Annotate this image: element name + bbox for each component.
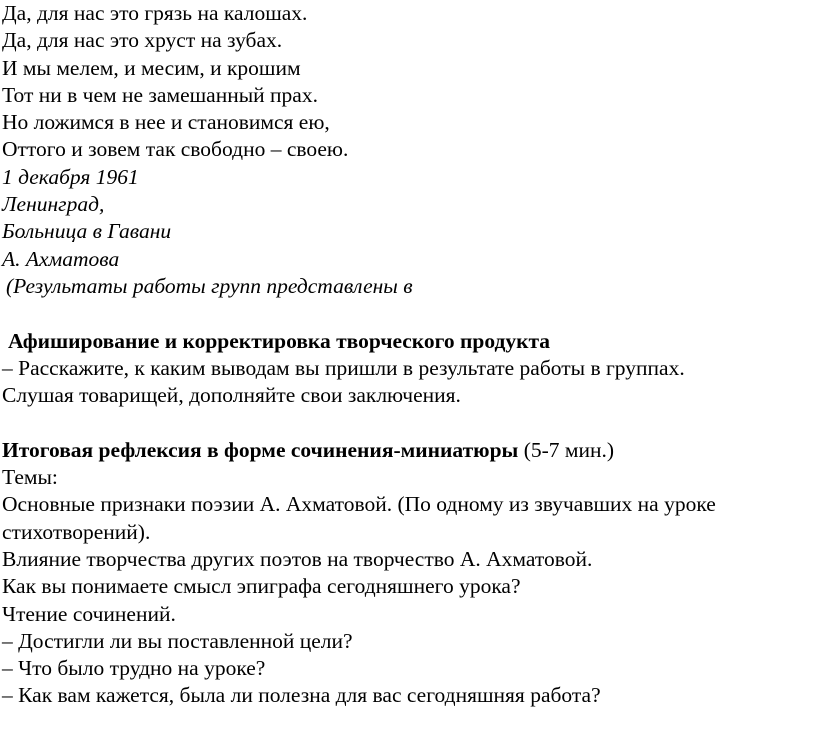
poem-city: Ленинград, xyxy=(2,192,105,217)
topic-item-continued: стихотворений). xyxy=(2,519,151,544)
reflection-duration: (5-7 мин.) xyxy=(518,437,615,462)
results-note: (Результаты работы групп представлены в xyxy=(6,273,413,298)
topic-item: Как вы понимаете смысл эпиграфа сегодняшнего урока? xyxy=(2,574,521,599)
question-line: – Достигли ли вы поставленной цели? xyxy=(2,628,353,653)
topics-label: Темы: xyxy=(2,465,58,490)
poem-line: Да, для нас это хруст на зубах. xyxy=(2,28,283,53)
spacer xyxy=(2,409,816,436)
reading-line: Чтение сочинений. xyxy=(2,601,176,626)
affirmation-text: – Расскажите, к каким выводам вы пришли в результате работы в группах. xyxy=(2,355,685,380)
question-line: – Что было трудно на уроке? xyxy=(2,656,266,681)
poem-line: Тот ни в чем не замешанный прах. xyxy=(2,82,318,107)
affirmation-text: Слушая товарищей, дополняйте свои заключения. xyxy=(2,383,461,408)
topic-item: Основные признаки поэзии А. Ахматовой. (По одному из звучавших на уроке xyxy=(2,492,716,517)
question-line: – Как вам кажется, была ли полезна для вас сегодняшняя работа? xyxy=(2,683,601,708)
poem-line: И мы мелем, и месим, и крошим xyxy=(2,55,301,80)
poem-line: Оттого и зовем так свободно – своею. xyxy=(2,137,349,162)
topic-item: Влияние творчества других поэтов на творчество А. Ахматовой. xyxy=(2,546,593,571)
spacer xyxy=(2,300,816,327)
section-heading-reflection: Итоговая рефлексия в форме сочинения-миниатюры xyxy=(2,437,519,462)
reflection-heading-line xyxy=(2,437,816,464)
section-heading-affirmation: Афиширование и корректировка творческого продукта xyxy=(8,328,551,353)
poem-line: Да, для нас это грязь на калошах. xyxy=(2,1,308,25)
poem-place: Больница в Гавани xyxy=(2,219,172,244)
poem-line: Но ложимся в нее и становимся ею, xyxy=(2,110,330,135)
poem-date: 1 декабря 1961 xyxy=(2,164,139,189)
poem-author: А. Ахматова xyxy=(2,246,120,271)
